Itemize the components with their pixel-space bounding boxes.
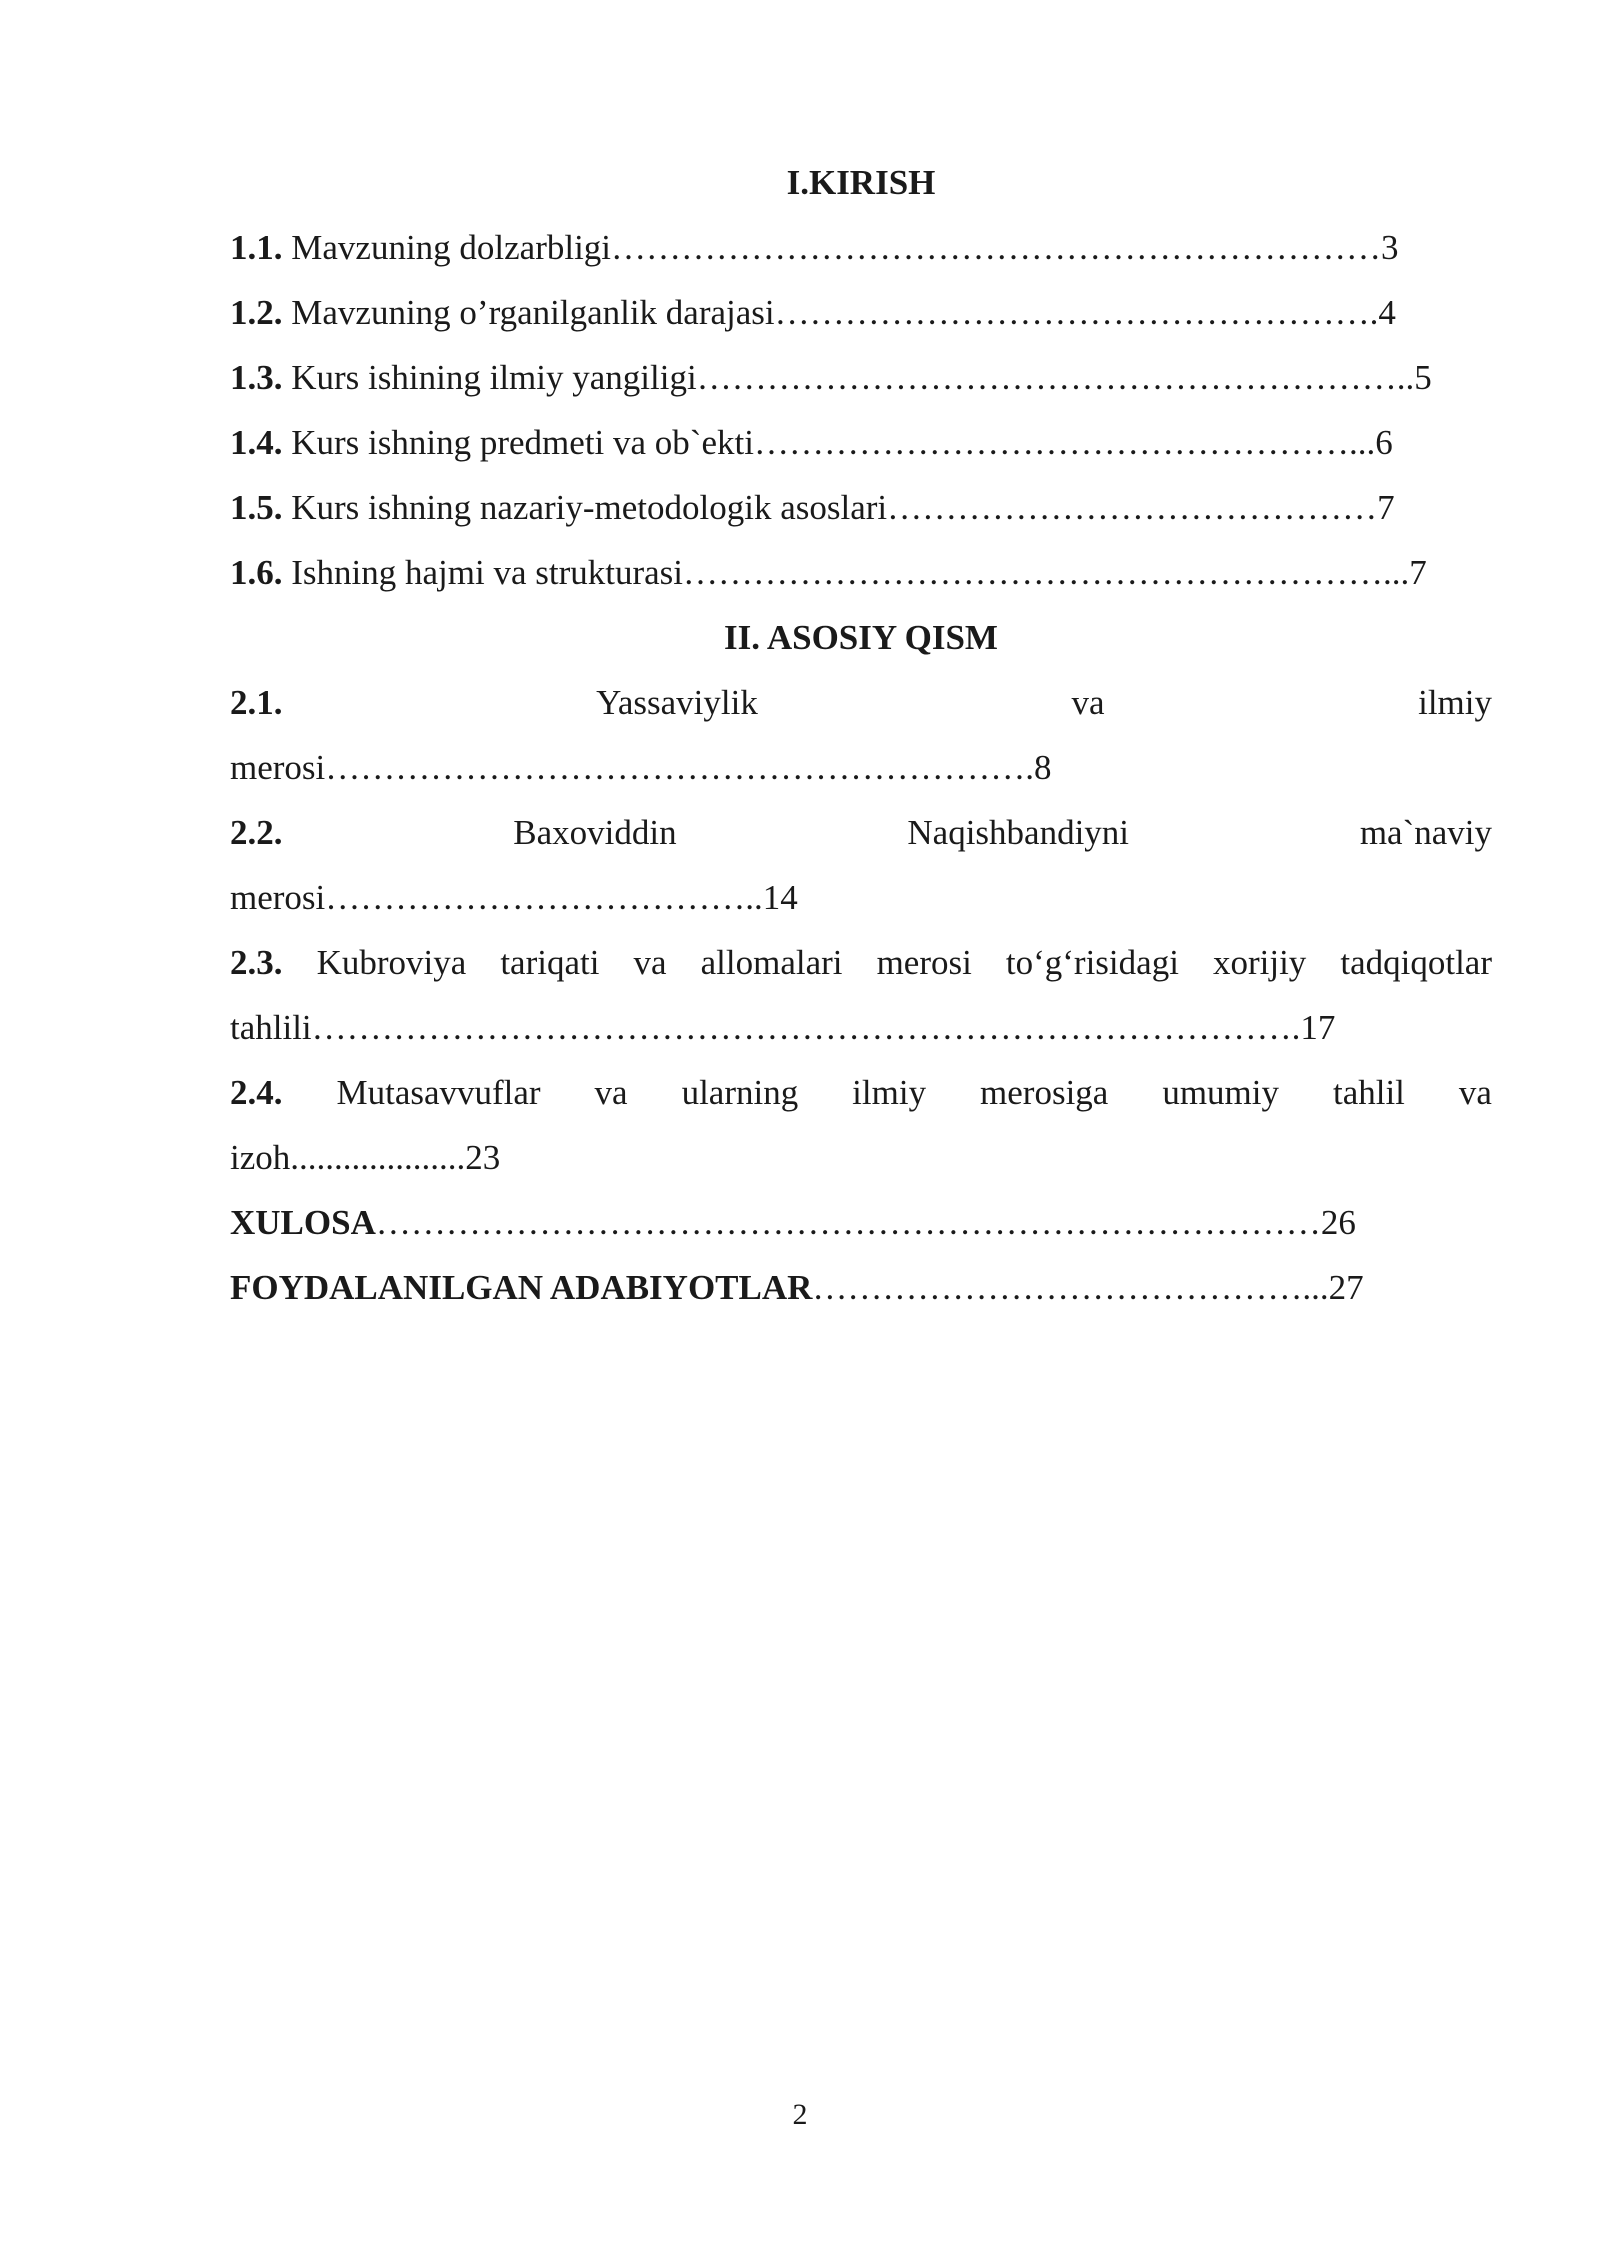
entry-title: XULOSA [230, 1203, 376, 1242]
entry-word: Baxoviddin [513, 813, 677, 852]
entry-leader: …………………………………………………….. [696, 358, 1415, 397]
entry-word: ilmiy [852, 1073, 927, 1112]
entry-leader: ……………………………………………. [774, 293, 1379, 332]
entry-page: 26 [1320, 1203, 1356, 1242]
entry-word: va [1071, 683, 1105, 722]
entry-number: 2.3. [230, 943, 283, 982]
entry-number: 2.2. [230, 813, 283, 852]
entry-page: 7 [1409, 553, 1427, 592]
entry-title: Mavzuning dolzarbligi [282, 228, 612, 267]
toc-entry-1-6 [230, 540, 1492, 605]
entry-page: 7 [1377, 488, 1395, 527]
entry-title: FOYDALANILGAN ADABIYOTLAR [230, 1268, 813, 1307]
entry-word: va [594, 1073, 628, 1112]
entry-page: 4 [1378, 293, 1396, 332]
entry-word: ularning [681, 1073, 799, 1112]
entry-title: Kurs ishning predmeti va ob`ekti [282, 423, 754, 462]
entry-title: Mavzuning o’rganilganlik darajasi [282, 293, 775, 332]
entry-title: Kurs ishning nazariy-metodologik asoslari [282, 488, 888, 527]
section-heading-introduction: I.KIRISH [786, 163, 936, 202]
toc-entry-1-2 [230, 280, 1492, 345]
entry-page: 3 [1381, 228, 1399, 267]
entry-word: ilmiy [1418, 683, 1492, 722]
toc-entry-2-4-line2: izoh....................23 [230, 1138, 501, 1177]
entry-page: 27 [1328, 1268, 1364, 1307]
toc-entry-2-2-line1 [230, 800, 1492, 865]
toc-entry-1-3 [230, 345, 1492, 410]
toc-entry-2-2-line2: merosi………………………………..14 [230, 878, 798, 917]
entry-number: 2.4. [230, 1073, 283, 1112]
toc-entry-1-5 [230, 475, 1492, 540]
toc-entry-references [230, 1255, 1492, 1320]
entry-word: Mutasavvuflar [336, 1073, 541, 1112]
entry-word: umumiy [1162, 1073, 1279, 1112]
toc-entry-1-4 [230, 410, 1492, 475]
entry-number: 1.2. [230, 293, 283, 332]
toc-entry-2-3-line2: tahlili………………………………………………………………………….17 [230, 1008, 1336, 1047]
table-of-contents [230, 150, 1492, 1320]
entry-title: Kurs ishining ilmiy yangiligi [282, 358, 697, 397]
entry-word: tahlil [1332, 1073, 1405, 1112]
entry-word: Yassaviylik [596, 683, 758, 722]
entry-word: ma`naviy [1359, 813, 1492, 852]
entry-leader: …………………………………… [887, 488, 1378, 527]
entry-word: merosiga [980, 1073, 1109, 1112]
entry-number: 1.4. [230, 423, 283, 462]
entry-number: 1.5. [230, 488, 283, 527]
entry-leader: ……………………………………………………………………… [375, 1203, 1321, 1242]
section-heading-main-part: II. ASOSIY QISM [724, 618, 998, 657]
toc-entry-2-1-line1 [230, 670, 1492, 735]
entry-leader: ……………………………………………... [753, 423, 1376, 462]
toc-entry-2-3-line1 [230, 930, 1492, 995]
entry-page: 5 [1414, 358, 1432, 397]
entry-word: Naqishbandiyni [907, 813, 1130, 852]
toc-entry-2-4-line1 [230, 1060, 1492, 1125]
entry-leader: ……………………………………………………... [683, 553, 1410, 592]
toc-entry-1-1 [230, 215, 1492, 280]
entry-leader: ………………………………………………………… [611, 228, 1382, 267]
entry-number: 1.1. [230, 228, 283, 267]
toc-entry-2-1-line2: merosi…………………………………………………….8 [230, 748, 1052, 787]
page-number: 2 [792, 2098, 808, 2131]
toc-entry-conclusion [230, 1190, 1492, 1255]
entry-title: Ishning hajmi va strukturasi [282, 553, 684, 592]
entry-number: 1.3. [230, 358, 283, 397]
entry-page: 6 [1375, 423, 1393, 462]
entry-number: 2.1. [230, 683, 283, 722]
entry-leader: ……………………………………... [812, 1268, 1329, 1307]
entry-title: Kubroviya tariqati va allomalari merosi to‘g‘risidagi xorijiy tadqiqotlar [282, 943, 1492, 982]
entry-number: 1.6. [230, 553, 283, 592]
entry-word: va [1458, 1073, 1492, 1112]
